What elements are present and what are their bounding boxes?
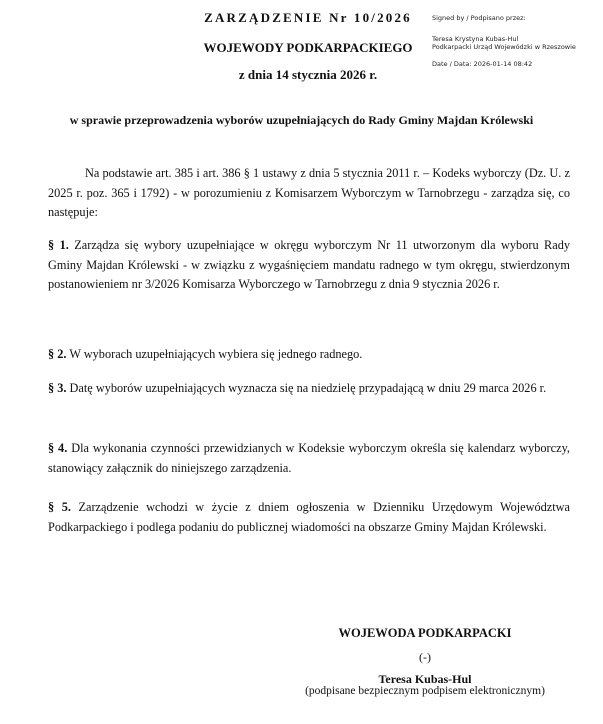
paragraph-1 (48, 236, 570, 295)
paragraph-4 (48, 439, 570, 478)
issuer-title: WOJEWODY PODKARPACKIEGO (203, 40, 413, 55)
paragraph-number: § 5. (48, 500, 71, 514)
signature-mark: (-) (419, 650, 431, 664)
signature-label: Signed by / Podpisano przez: (432, 14, 526, 22)
paragraph-text: Zarządza się wybory uzupełniające w okręgu wyborczym Nr 11 utworzonym dla wyboru Rady Gminy Majdan Królewski - w związku z wygaśnięciem mandatu radnego w tym okręgu, stwierdzonym postanowieniem nr 3/2026 Komisarza Wyborczego w Tarnobrzegu z dnia 9 stycznia 2026 r. (48, 238, 570, 291)
preamble: Na podstawie art. 385 i art. 386 § 1 ustawy z dnia 5 stycznia 2011 r. – Kodeks wyborczy (Dz. U. z 2025 r. poz. 365 i 1792) - w porozumieniu z Komisarzem Wyborczym w Tarnobrzegu - zarządza się, co następuje: (48, 166, 570, 219)
signature-note: (podpisane bezpiecznym podpisem elektronicznym) (305, 685, 545, 697)
paragraph-text: W wyborach uzupełniających wybiera się jednego radnego. (69, 347, 363, 361)
paragraph-text: Dla wykonania czynności przewidzianych w Kodeksie wyborczym określa się kalendarz wyborczy, stanowiący załącznik do niniejszego zarządzenia. (48, 441, 570, 475)
paragraph-2 (48, 345, 570, 365)
paragraph-text: Zarządzenie wchodzi w życie z dniem ogłoszenia w Dzienniku Urzędowym Województwa Podkarpackiego i podlega podaniu do publicznej wiadomości na obszarze Gminy Majdan Królewski. (48, 500, 571, 534)
paragraph-number: § 3. (48, 381, 67, 395)
paragraph-5 (48, 498, 570, 537)
paragraph-number: § 1. (48, 238, 69, 252)
document-subject: w sprawie przeprowadzenia wyborów uzupełniających do Rady Gminy Majdan Królewski (69, 113, 534, 127)
document-title: ZARZĄDZENIE Nr 10/2026 (204, 10, 412, 25)
paragraph-number: § 4. (48, 441, 68, 455)
signatory-office: WOJEWODA PODKARPACKI (338, 626, 512, 640)
paragraph-text: Datę wyborów uzupełniających wyznacza się na niedzielę przypadającą w dniu 29 marca 2026 r. (69, 381, 547, 395)
paragraph-number: § 2. (48, 347, 67, 361)
signature-date: Date / Data: 2026-01-14 08:42 (432, 60, 533, 68)
signer-name: Teresa Krystyna Kubas-Hul (432, 35, 519, 43)
issue-date: z dnia 14 stycznia 2026 r. (238, 67, 378, 82)
signatory-name: Teresa Kubas-Hul (378, 672, 472, 686)
paragraph-3 (48, 379, 570, 399)
signer-organization: Podkarpacki Urząd Wojewódzki w Rzeszowie (432, 43, 576, 51)
